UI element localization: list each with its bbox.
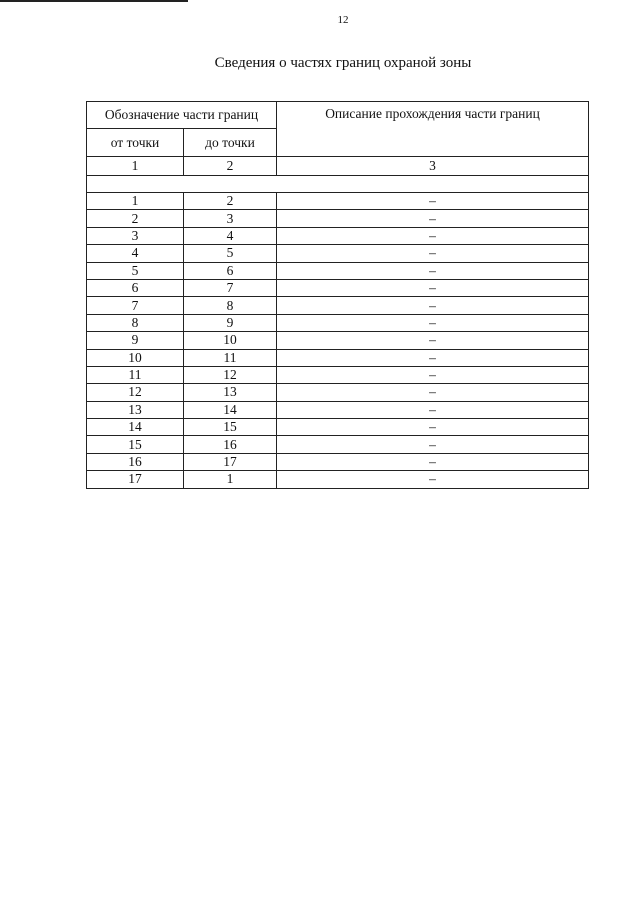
document-title: Сведения о частях границ охраной зоны [214,55,472,71]
from-point-cell: 5 [87,262,184,279]
table-row [87,314,589,331]
description-cell: – [277,436,589,453]
description-cell: – [277,262,589,279]
description-cell: – [277,210,589,227]
header-part-designation: Обозначение части границ [87,102,277,129]
description-cell: – [277,419,589,436]
description-cell: – [277,227,589,244]
table-row [87,227,589,244]
description-cell: – [277,384,589,401]
table-row [87,297,589,314]
from-point-cell: 12 [87,384,184,401]
to-point-cell: 5 [184,245,277,262]
description-cell: – [277,366,589,383]
from-point-cell: 3 [87,227,184,244]
from-point-cell: 9 [87,332,184,349]
to-point-cell: 17 [184,453,277,470]
to-point-cell: 1 [184,471,277,488]
table-row [87,471,589,488]
table-row [87,436,589,453]
empty-cell [87,176,589,193]
table-row [87,419,589,436]
column-number-3: 3 [277,157,589,176]
table-row [87,384,589,401]
from-point-cell: 6 [87,279,184,296]
table-row [87,332,589,349]
to-point-cell: 13 [184,384,277,401]
from-point-cell: 16 [87,453,184,470]
to-point-cell: 6 [184,262,277,279]
from-point-cell: 15 [87,436,184,453]
from-point-cell: 13 [87,401,184,418]
description-cell: – [277,349,589,366]
description-cell: – [277,193,589,210]
from-point-cell: 11 [87,366,184,383]
top-edge-line [0,0,188,2]
table-row [87,193,589,210]
from-point-cell: 2 [87,210,184,227]
from-point-cell: 1 [87,193,184,210]
column-number-2: 2 [184,157,277,176]
header-from-point: от точки [87,129,184,157]
description-cell: – [277,332,589,349]
from-point-cell: 4 [87,245,184,262]
column-number-row [87,157,589,176]
to-point-cell: 3 [184,210,277,227]
table-row [87,279,589,296]
boundary-parts-table [86,101,589,489]
header-description: Описание прохождения части границ [277,102,589,157]
to-point-cell: 8 [184,297,277,314]
to-point-cell: 16 [184,436,277,453]
to-point-cell: 10 [184,332,277,349]
empty-row [87,176,589,193]
description-cell: – [277,245,589,262]
table-row [87,349,589,366]
table-row [87,366,589,383]
description-cell: – [277,471,589,488]
table-row [87,262,589,279]
description-cell: – [277,297,589,314]
header-to-point: до точки [184,129,277,157]
to-point-cell: 11 [184,349,277,366]
table-row [87,401,589,418]
to-point-cell: 12 [184,366,277,383]
column-number-1: 1 [87,157,184,176]
description-cell: – [277,279,589,296]
table-row [87,453,589,470]
description-cell: – [277,401,589,418]
from-point-cell: 17 [87,471,184,488]
table-row [87,245,589,262]
to-point-cell: 14 [184,401,277,418]
page-number: 12 [337,14,349,26]
to-point-cell: 9 [184,314,277,331]
from-point-cell: 7 [87,297,184,314]
from-point-cell: 10 [87,349,184,366]
description-cell: – [277,453,589,470]
to-point-cell: 7 [184,279,277,296]
description-cell: – [277,314,589,331]
from-point-cell: 14 [87,419,184,436]
table-body [87,102,589,489]
to-point-cell: 2 [184,193,277,210]
to-point-cell: 4 [184,227,277,244]
header-row [87,102,589,129]
to-point-cell: 15 [184,419,277,436]
table-row [87,210,589,227]
from-point-cell: 8 [87,314,184,331]
